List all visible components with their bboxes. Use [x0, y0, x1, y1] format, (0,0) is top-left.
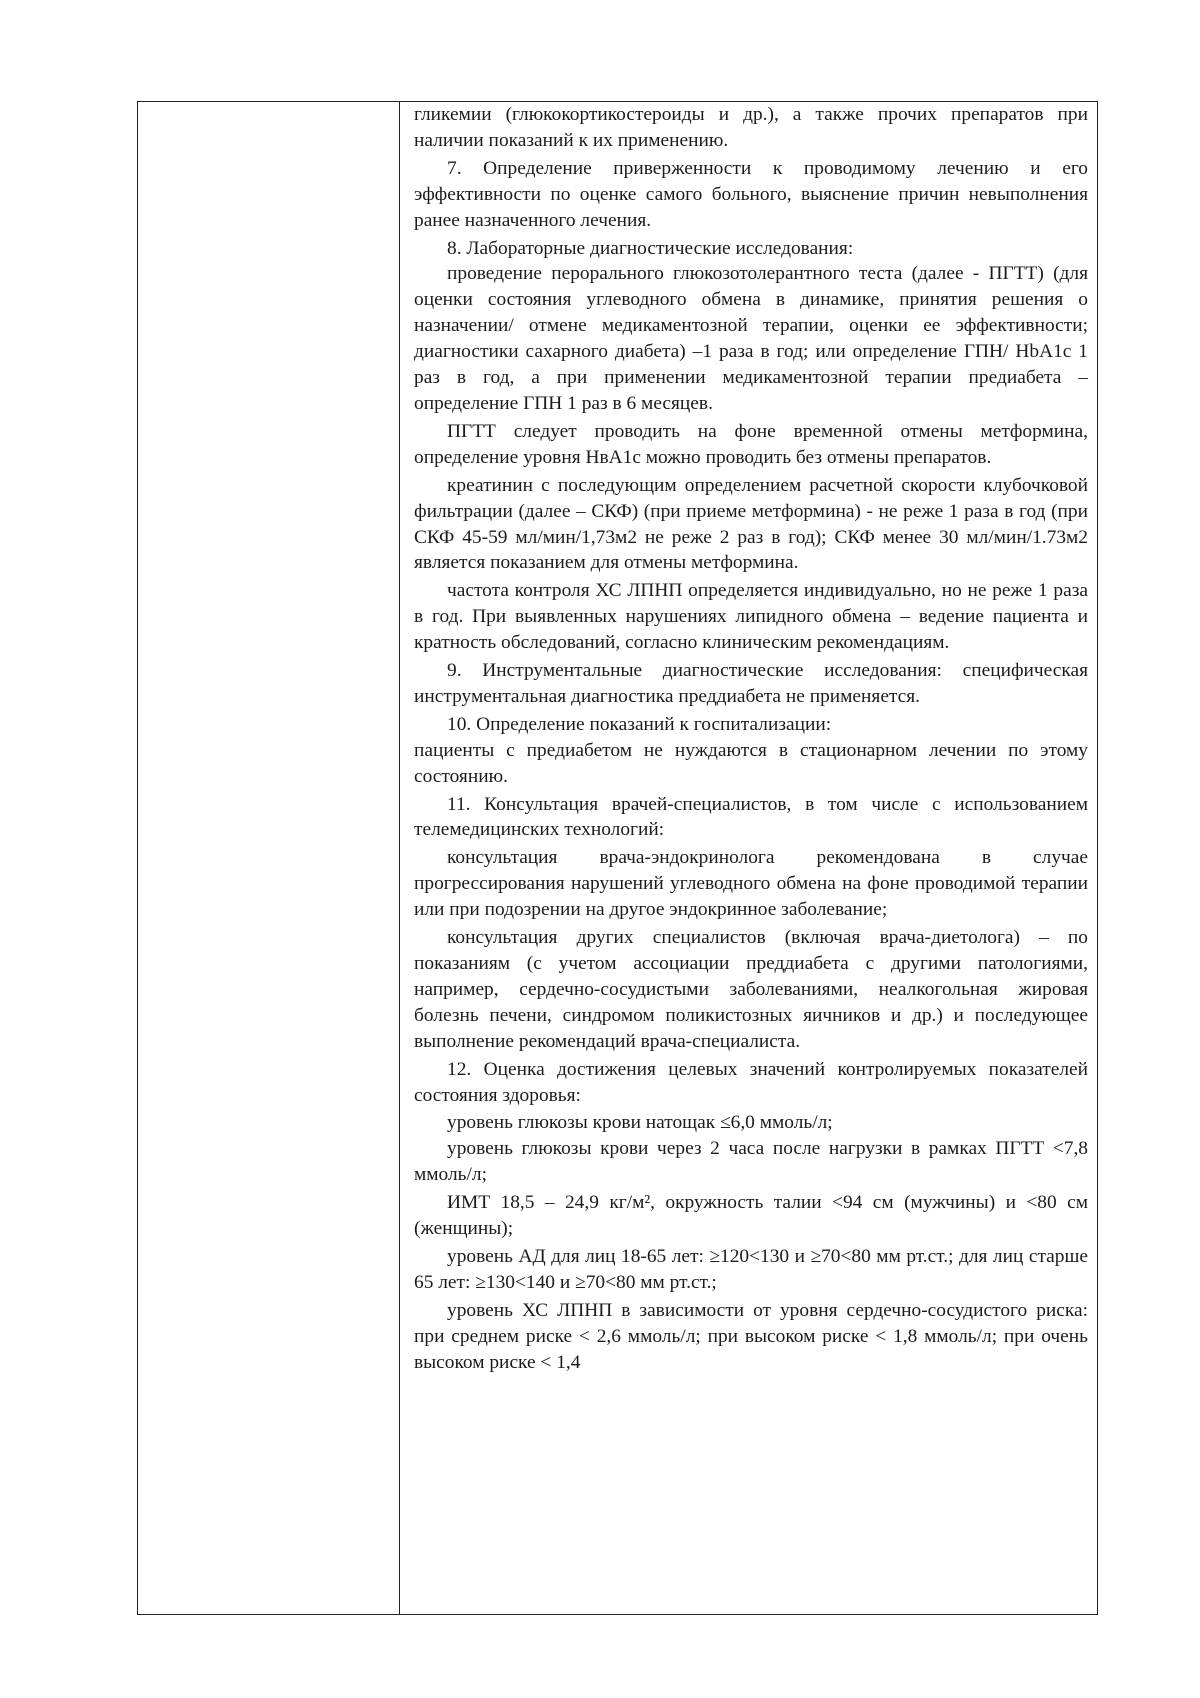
paragraph-other-specialists: консультация других специалистов (включая врача-диетолога) – по показаниям (с учетом ассоциации преддиабета с другими патологиями, например, сердечно-сосудистыми заболеваниями, неалкогольная жировая болезнь печени, синдромом поликистозных яичников и др.) и последующее выполнение рекомендаций врача-специалиста.	[414, 927, 1088, 1052]
paragraph-creatinine: креатинин с последующим определением расчетной скорости клубочковой фильтрации (далее – СКФ) (при приеме метформина) - не реже 1 раза в год (при СКФ 45-59 мл/мин/1,73м2 не реже 2 раз в год); СКФ менее 30 мл/мин/1.73м2 является показанием для отмены метформина.	[414, 474, 1088, 574]
table-left-column	[138, 102, 400, 1614]
table-right-column	[400, 102, 1097, 1614]
paragraph-item-12-heading: 12. Оценка достижения целевых значений контролируемых показателей состояния здоровья:	[414, 1058, 1088, 1106]
paragraph-hospitalization: пациенты с предиабетом не нуждаются в стационарном лечении по этому состоянию.	[414, 739, 1088, 787]
paragraph-bmi-waist: ИМТ 18,5 – 24,9 кг/м², окружность талии <94 см (мужчины) и <80 см (женщины);	[414, 1192, 1088, 1240]
paragraph-ogtt: проведение перорального глюкозотолерантного теста (далее - ПГТТ) (для оценки состояния углеводного обмена в динамике, принятия решения о назначении/ отмене медикаментозной терапии, оценки ее эффективности; диагностики сахарного диабета) –1 раза в год; или определение ГПН/ HbA1c 1 раз в год, а при применении медикаментозной терапии предиабета – определение ГПН 1 раз в 6 месяцев.	[414, 263, 1088, 414]
paragraph-postload-glucose: уровень глюкозы крови через 2 часа после нагрузки в рамках ПГТТ <7,8 ммоль/л;	[414, 1138, 1088, 1186]
paragraph-blood-pressure: уровень АД для лиц 18-65 лет: ≥120<130 и ≥70<80 мм рт.ст.; для лиц старше 65 лет: ≥130<140 и ≥70<80 мм рт.ст.;	[414, 1245, 1088, 1293]
paragraph-item-10-heading: 10. Определение показаний к госпитализации:	[447, 713, 832, 735]
paragraph-item-8-heading: 8. Лабораторные диагностические исследования:	[447, 237, 854, 259]
paragraph-glycemia: гликемии (глюкокортикостероиды и др.), а также прочих препаратов при наличии показаний к их применению.	[414, 104, 1088, 151]
document-table	[137, 101, 1098, 1615]
paragraph-item-9: 9. Инструментальные диагностические исследования: специфическая инструментальная диагностика преддиабета не применяется.	[414, 660, 1088, 707]
paragraph-endocrinologist: консультация врача-эндокринолога рекомендована в случае прогрессирования нарушений углеводного обмена на фоне проводимой терапии или при подозрении на другое эндокринное заболевание;	[414, 847, 1088, 921]
paragraph-item-11-heading: 11. Консультация врачей-специалистов, в том числе с использованием телемедицинских технологий:	[414, 793, 1088, 841]
paragraph-item-7: 7. Определение приверженности к проводимому лечению и его эффективности по оценке самого больного, выяснение причин невыполнения ранее назначенного лечения.	[414, 157, 1088, 231]
paragraph-ogtt-metformin: ПГТТ следует проводить на фоне временной отмены метформина, определение уровня НвА1с можно проводить без отмены препаратов.	[414, 420, 1088, 468]
paragraph-ldl-frequency: частота контроля ХС ЛПНП определяется индивидуально, но не реже 1 раза в год. При выявленных нарушениях липидного обмена – ведение пациента и кратность обследований, согласно клиническим рекомендациям.	[414, 580, 1088, 654]
paragraph-fasting-glucose: уровень глюкозы крови натощак ≤6,0 ммоль/л;	[447, 1112, 833, 1134]
paragraph-ldl-targets: уровень ХС ЛПНП в зависимости от уровня сердечно-сосудистого риска: при среднем риске < 2,6 ммоль/л; при высоком риске < 1,8 ммоль/л; при очень высоком риске < 1,4	[414, 1299, 1088, 1373]
